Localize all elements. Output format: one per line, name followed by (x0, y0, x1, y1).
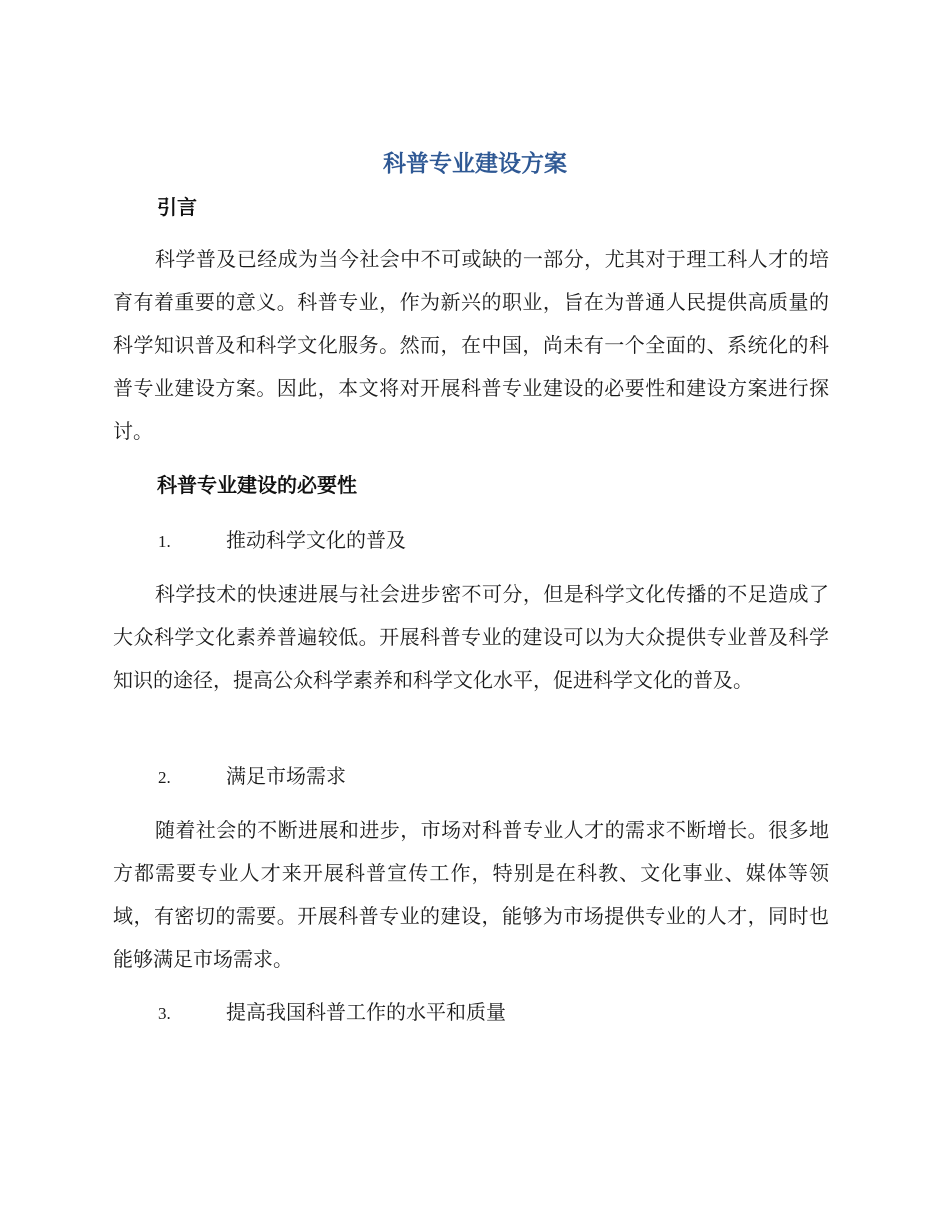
list-item-3 (158, 997, 838, 1029)
list-item-label: 满足市场需求 (226, 764, 346, 788)
intro-paragraph: 科学普及已经成为当今社会中不可或缺的一部分，尤其对于理工科人才的培育有着重要的意义。科普专业，作为新兴的职业，旨在为普通人民提供高质量的科学知识普及和科学文化服务。然而，在中国，尚未有一个全面的、系统化的科普专业建设方案。因此，本文将对开展科普专业建设的必要性和建设方案进行探讨。 (113, 247, 829, 443)
item1-paragraph: 科学技术的快速进展与社会进步密不可分，但是科学文化传播的不足造成了大众科学文化素养普遍较低。开展科普专业的建设可以为大众提供专业普及科学知识的途径，提高公众科学素养和科学文化水平，促进科学文化的普及。 (113, 582, 829, 692)
list-number: 3. (158, 1004, 171, 1023)
list-item-label: 推动科学文化的普及 (226, 528, 406, 552)
item2-paragraph: 随着社会的不断进展和进步，市场对科普专业人才的需求不断增长。很多地方都需要专业人才来开展科普宣传工作，特别是在科教、文化事业、媒体等领域，有密切的需要。开展科普专业的建设，能够为市场提供专业的人才，同时也能够满足市场需求。 (113, 818, 829, 971)
list-item-1 (158, 525, 838, 557)
document-title: 科普专业建设方案 (383, 151, 567, 177)
section-heading-necessity: 科普专业建设的必要性 (157, 473, 357, 497)
list-item-2 (158, 761, 838, 793)
list-number: 1. (158, 532, 171, 551)
list-item-label: 提高我国科普工作的水平和质量 (226, 1000, 506, 1024)
list-number: 2. (158, 768, 171, 787)
section-heading-intro: 引言 (157, 195, 197, 219)
